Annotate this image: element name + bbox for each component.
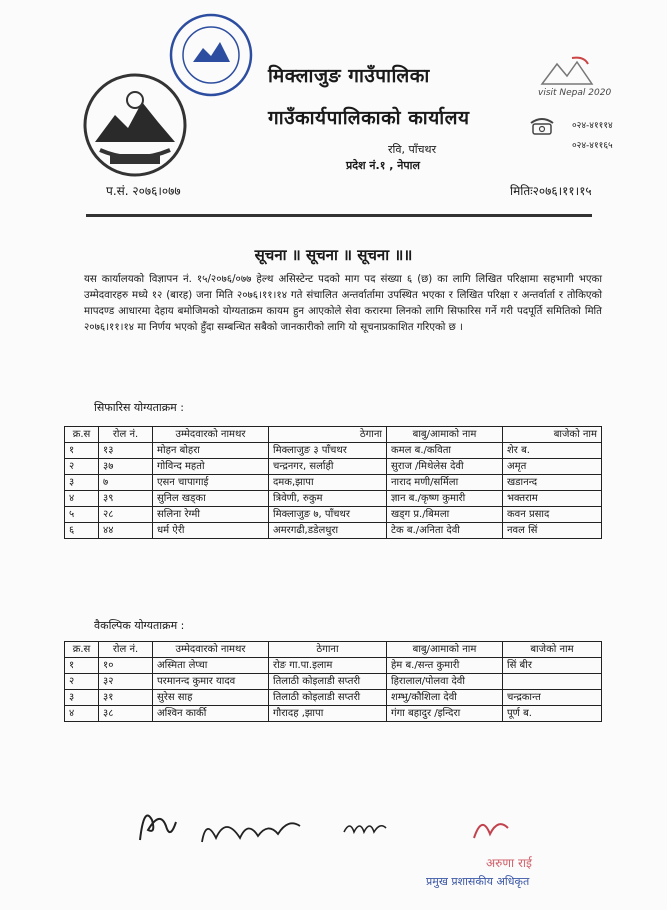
alternate-list-title: वैकल्पिक योग्यताक्रम :	[94, 619, 185, 632]
table-cell: ४४	[99, 523, 153, 539]
table-cell: १	[65, 443, 99, 459]
header-divider	[86, 214, 592, 217]
notice-body: यस कार्यालयको विज्ञापन नं. १५/२०७६/०७७ हेल्थ असिस्टेन्ट पदको माग पद संख्या ६ (छ) का लागि लिखित परिक्षामा सहभागी भएका उम्मेदवारहरु मध्ये १२ (बारह) जना मिति २०७६।११।१४ गते संचालित अन्तर्वार्तामा उपस्थित भएका र लिखित परिक्षा र अन्तर्वार्ता र तोकिएको मापदण्ड आधारमा देहाय बमोजिमको योग्यताक्रम कायम हुन आएकोले सेवा करारमा लिनको लागि सिफारिस गर्ने गरी पदपूर्ति समितिको मिति २०७६।११।१४ मा निर्णय भएको हुँदा सम्बन्धित सबैको जानकारीको लागि यो सूचनाप्रकाशित गरिएको छ ।	[84, 274, 602, 333]
table-cell: तिलाठी कोइलाडी सप्तरी	[269, 674, 387, 690]
alternate-table	[64, 641, 602, 722]
table-cell: भक्तराम	[503, 491, 602, 507]
phone-number-2: ०२४-४११६५	[572, 141, 613, 151]
table-cell: अमरगढी,डडेलधुरा	[269, 523, 387, 539]
table-cell: हिरालाल/पोलवा देवी	[387, 674, 503, 690]
table-cell: सलिना रेग्मी	[153, 507, 269, 523]
signature-2-icon	[196, 808, 306, 854]
column-header: बाबु/आमाको नाम	[387, 427, 503, 443]
address-line-1: रवि, पाँचथर	[388, 143, 437, 156]
table-cell: ४	[65, 706, 99, 722]
table-cell: गोविन्द महतो	[153, 459, 269, 475]
table-cell: अस्मिता लेप्चा	[153, 658, 269, 674]
table-cell: अश्विन कार्की	[153, 706, 269, 722]
table-cell: दमक,झापा	[269, 475, 387, 491]
table-cell: ५	[65, 507, 99, 523]
column-header: ठेगाना	[269, 642, 387, 658]
table-cell: गौरादह ,झापा	[269, 706, 387, 722]
signature-4-icon	[468, 808, 516, 852]
column-header: क्र.स	[65, 642, 99, 658]
table-cell: ६	[65, 523, 99, 539]
table-cell: ३७	[99, 459, 153, 475]
table-cell: मिक्लाजुङ ७, पाँचथर	[269, 507, 387, 523]
table-header-row	[65, 427, 602, 443]
visit-nepal-logo-icon	[522, 54, 612, 114]
table-cell: चन्द्रनगर, सर्लाही	[269, 459, 387, 475]
table-cell: धर्म ऐरी	[153, 523, 269, 539]
recommended-list-title: सिफारिस योग्यताक्रम :	[94, 401, 184, 414]
table-row	[65, 690, 602, 706]
table-cell: सिं बीर	[503, 658, 602, 674]
column-header: बाजेको नाम	[503, 427, 602, 443]
table-cell: तिलाठी कोइलाडी सप्तरी	[269, 690, 387, 706]
column-header: उम्मेदवारको नामथर	[153, 427, 269, 443]
column-header: बाबु/आमाको नाम	[387, 642, 503, 658]
telephone-icon	[530, 116, 554, 136]
table-cell: २८	[99, 507, 153, 523]
address-line-2: प्रदेश नं.१ , नेपाल	[346, 159, 420, 172]
table-cell: परमानन्द कुमार यादव	[153, 674, 269, 690]
table-cell: पूर्ण ब.	[503, 706, 602, 722]
table-cell: ४	[65, 491, 99, 507]
column-header: ठेगाना	[269, 427, 387, 443]
recommended-table	[64, 426, 602, 539]
stamp-officer-name: अरुणा राई	[486, 856, 532, 870]
column-header: उम्मेदवारको नामथर	[153, 642, 269, 658]
table-cell: शेर ब.	[503, 443, 602, 459]
table-row	[65, 507, 602, 523]
table-cell: मोहन बोहरा	[153, 443, 269, 459]
table-cell: शम्भु/कौशिला देवी	[387, 690, 503, 706]
notice-heading: सूचना ॥ सूचना ॥ सूचना ॥॥	[254, 246, 413, 264]
table-cell: ज्ञान ब./कृष्ण कुमारी	[387, 491, 503, 507]
table-cell: रोङ गा.पा.इलाम	[269, 658, 387, 674]
table-cell: ७	[99, 475, 153, 491]
office-seal-icon	[168, 12, 254, 98]
table-cell: मिक्लाजुङ ३ पाँचथर	[269, 443, 387, 459]
table-cell: कमल ब./कविता	[387, 443, 503, 459]
table-row	[65, 475, 602, 491]
table-cell: ३९	[99, 491, 153, 507]
table-cell: १०	[99, 658, 153, 674]
table-cell: १३	[99, 443, 153, 459]
table-cell: ३२	[99, 674, 153, 690]
table-header-row	[65, 642, 602, 658]
table-cell: २	[65, 674, 99, 690]
signature-1-icon	[130, 800, 190, 848]
table-row	[65, 443, 602, 459]
table-cell: ३	[65, 690, 99, 706]
table-cell: नवल सिं	[503, 523, 602, 539]
table-cell	[503, 674, 602, 690]
visit-nepal-text: visit Nepal 2020	[538, 88, 612, 98]
table-cell: सुराज /मिथेलेस देवी	[387, 459, 503, 475]
table-row	[65, 459, 602, 475]
office-name: गाउँकार्यपालिकाको कार्यालय	[268, 107, 470, 129]
table-cell: नाराद मणी/सर्मिला	[387, 475, 503, 491]
column-header: रोल नं.	[99, 427, 153, 443]
table-row	[65, 706, 602, 722]
table-cell: गंगा बहादुर /इन्दिरा	[387, 706, 503, 722]
table-cell: ३८	[99, 706, 153, 722]
table-cell: खडानन्द	[503, 475, 602, 491]
table-row	[65, 674, 602, 690]
table-cell: त्रिवेणी, रुकुम	[269, 491, 387, 507]
signature-3-icon	[340, 814, 390, 840]
column-header: क्र.स	[65, 427, 99, 443]
table-cell: २	[65, 459, 99, 475]
table-cell: एसन चापागाई	[153, 475, 269, 491]
column-header: बाजेको नाम	[503, 642, 602, 658]
table-cell: ३१	[99, 690, 153, 706]
org-name: मिक्लाजुङ गाउँपालिका	[268, 65, 430, 87]
table-cell: १	[65, 658, 99, 674]
table-row	[65, 658, 602, 674]
table-cell: कवन प्रसाद	[503, 507, 602, 523]
table-row	[65, 523, 602, 539]
table-cell: हेम ब./सन्त कुमारी	[387, 658, 503, 674]
table-cell: चन्द्रकान्त	[503, 690, 602, 706]
column-header: रोल नं.	[99, 642, 153, 658]
table-cell: ३	[65, 475, 99, 491]
stamp-officer-title: प्रमुख प्रशासकीय अधिकृत	[426, 875, 530, 888]
table-cell: टेक ब./अनिता देवी	[387, 523, 503, 539]
table-cell: अमृत	[503, 459, 602, 475]
phone-number-1: ०२४-४१११४	[572, 121, 613, 131]
table-row	[65, 491, 602, 507]
table-cell: खड्ग प्र./बिमला	[387, 507, 503, 523]
reference-number: प.सं. २०७६।०७७	[106, 184, 181, 198]
table-cell: सुनिल खड्का	[153, 491, 269, 507]
table-cell: सुरेस साह	[153, 690, 269, 706]
notice-date: मितिः२०७६।११।१५	[510, 184, 592, 198]
